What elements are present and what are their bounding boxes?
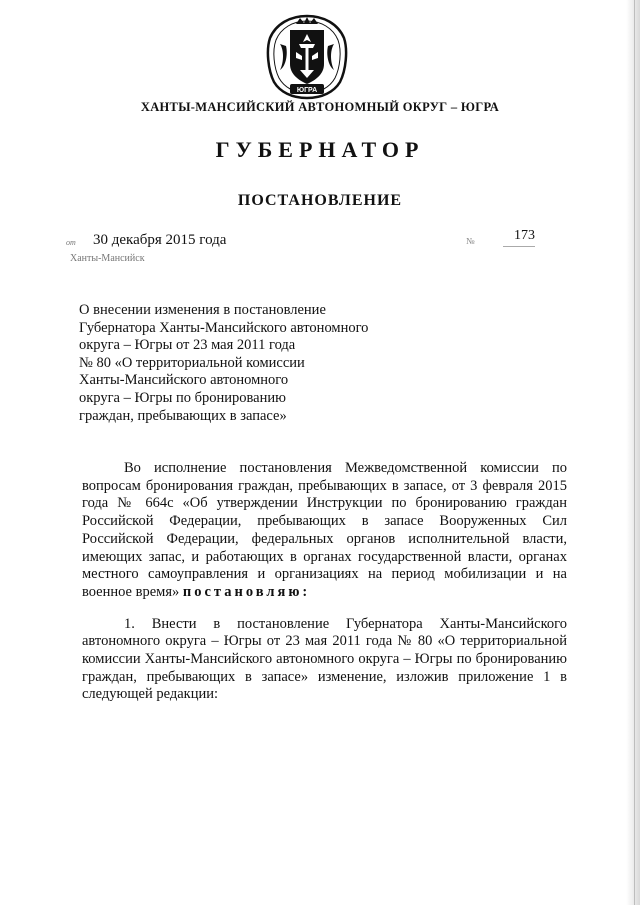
item-1-paragraph: 1. Внести в постановление Губернатора Ханты-Мансийского автономного округа – Югры от 23 мая 2011 года № 80 «О территориальной комиссии Ханты-Мансийского автономного округа – Югры по бронированию граждан, пребывающих в запасе» изменение, изложив приложение 1 в следующей редакции:: [82, 615, 567, 703]
number-underline: [503, 246, 535, 247]
subject-line: Ханты-Мансийского автономного: [79, 372, 289, 389]
document-subject: [79, 302, 419, 425]
subject-line: Губернатора Ханты-Мансийского автономного: [79, 319, 369, 336]
subject-line: О внесении изменения в постановление: [79, 302, 326, 318]
scan-edge: [626, 0, 640, 905]
document-number: 173: [514, 228, 535, 243]
preamble-paragraph: [82, 460, 567, 602]
svg-text:ЮГРА: ЮГРА: [296, 87, 318, 94]
region-name: ХАНТЫ-МАНСИЙСКИЙ АВТОНОМНЫЙ ОКРУГ – ЮГРА: [140, 100, 500, 114]
date-number-row: [66, 228, 586, 252]
subject-line: № 80 «О территориальной комиссии: [79, 354, 305, 371]
date-prefix: от: [66, 238, 76, 247]
subject-line: округа – Югры по бронированию: [79, 389, 286, 406]
resolve-keyword: постановляю:: [182, 583, 311, 600]
authority-title: ГУБЕРНАТОР: [215, 137, 425, 162]
scan-edge-line: [634, 0, 635, 905]
number-label: №: [466, 236, 475, 246]
document-body: [82, 460, 567, 704]
coat-of-arms-emblem: [266, 14, 348, 100]
issue-place: Ханты-Мансийск: [70, 253, 145, 264]
document-type: ПОСТАНОВЛЕНИЕ: [237, 192, 403, 209]
preamble-text: Во исполнение постановления Межведомственной комиссии по вопросам бронирования граждан, пребывающих в запасе, от 3 февраля 2015 года № 664с «Об утверждении Инструкции по бронированию граждан Российской Федерации, пребывающих в запасе Вооруженных Сил Российской Федерации, федеральных органов исполнительной власти, имеющих запас, и работающих в органах государственной власти, органах местного самоуправления и организациях на период мобилизации и на военное время»: [82, 460, 567, 600]
document-date: 30 декабря 2015 года: [93, 232, 227, 248]
subject-line: граждан, пребывающих в запасе»: [79, 407, 287, 424]
subject-line: округа – Югры от 23 мая 2011 года: [79, 337, 296, 354]
